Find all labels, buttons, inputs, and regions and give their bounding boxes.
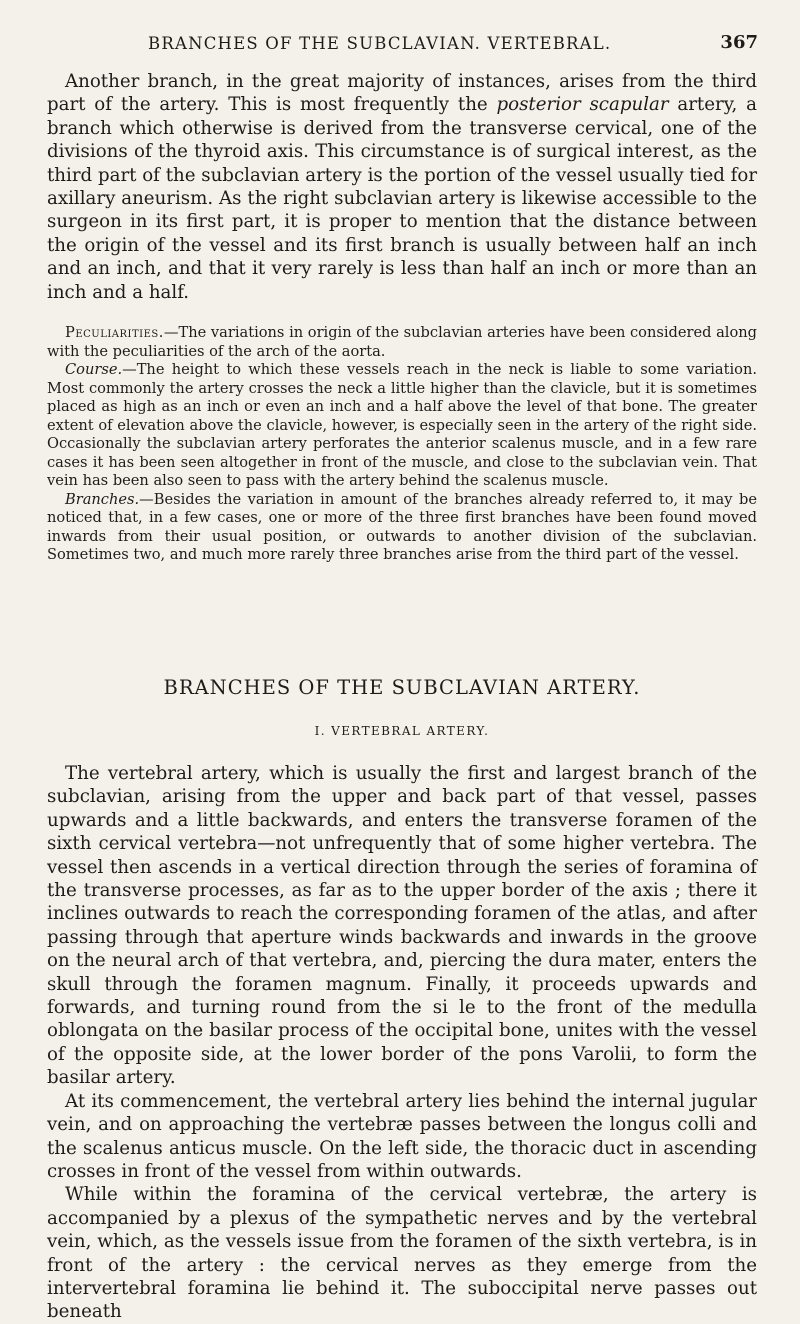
course-paragraph [47, 361, 757, 491]
intro-section [47, 70, 757, 304]
course-lead: Course. [65, 361, 123, 378]
running-head [48, 32, 758, 58]
peculiarities-section [47, 324, 757, 565]
vertebral-paragraph-1: The vertebral artery, which is usually the first and largest branch of the subclavian, arising from the upper and back part of that vessel, passes upwards and a little backwards, and enters the transverse foramen of the sixth cervical vertebra—not unfrequently that of some higher vertebra. The vessel then ascends in a vertical direction through the series of foramina of the transverse processes, as far as to the upper border of the axis ; there it inclines outwards to reach the corresponding foramen of the atlas, and after passing through that aperture winds backwards and inwards in the groove on the neural arch of that vertebra, and, piercing the dura mater, enters the skull through the foramen magnum. Finally, it proceeds upwards and forwards, and turning round from the si le to the front of the medulla oblongata on the basilar process of the occipital bone, unites with the vessel of the opposite side, at the lower border of the pons Varolii, to form the basilar artery. [47, 763, 757, 1089]
branches-lead: Branches. [65, 490, 140, 508]
running-title: BRANCHES OF THE SUBCLAVIAN. VERTEBRAL. [148, 34, 612, 53]
intro-text-2: artery, a branch which otherwise is derived from the transverse cervical, one of the divisions of the thyroid axis. This circumstance is of surgical interest, as the third part of the subclavian artery is the portion of the vessel usually tied for axillary aneurism. As the right subclavian artery is likewise accessible to the surgeon in its first part, it is proper to mention that the distance between the origin of the vessel and its first branch is usually between half an inch and an inch, and that it very rarely is less than half an inch or more than an inch and a half. [47, 94, 758, 303]
branches-text: —Besides the variation in amount of the branches already referred to, it may be noticed that, in a few cases, one or more of the three first branches have been found moved inwards from their usual position, or outwards to another division of the subclavian. Sometimes two, and much more rarely three branches arise from the third part of the vessel. [47, 490, 757, 563]
page-number: 367 [720, 32, 758, 53]
section-heading: BRANCHES OF THE SUBCLAVIAN ARTERY. [163, 676, 641, 699]
sub-heading [47, 724, 757, 738]
vertebral-section [47, 762, 757, 1324]
peculiarities-paragraph [47, 324, 757, 361]
sub-heading-number: I. [314, 724, 326, 738]
vertebral-paragraph-3: While within the foramina of the cervical vertebræ, the artery is accompanied by a plexus of the sympathetic nerves and by the vertebral vein, which, as the vessels issue from the foramen of the sixth vertebra, is in front of the artery : the cervical nerves as they emerge from the intervertebral foramina lie behind it. The suboccipital nerve passes out beneath [47, 1184, 757, 1323]
intro-text-1: Another branch, in the great majority of instances, arises from the third part of the artery. This is most frequently the [47, 71, 757, 116]
peculiarities-text: —The variations in origin of the subclavian arteries have been considered along with the peculiarities of the arch of the aorta. [47, 324, 757, 360]
course-text: —The height to which these vessels reach in the neck is liable to some variation. Most commonly the artery crosses the neck a little higher than the clavicle, but it is sometimes placed as high as an inch or even an inch and a half above the level of that bone. The greater extent of elevation above the clavicle, however, is especially seen in the artery of the right side. Occasionally the subclavian artery perforates the anterior scalenus muscle, and in a few rare cases it has been seen altogether in front of the muscle, and close to the subclavian vein. That vein has been also seen to pass with the artery behind the scalenus muscle. [47, 361, 757, 489]
sub-heading-title: VERTEBRAL ARTERY. [331, 724, 490, 738]
posterior-scapular-term: posterior scapular [496, 94, 669, 116]
branches-paragraph [47, 491, 757, 565]
intro-paragraph [47, 70, 757, 304]
peculiarities-lead: Peculiarities. [65, 324, 164, 341]
vertebral-paragraph-2: At its commencement, the vertebral artery lies behind the internal jugular vein, and on approaching the vertebræ passes between the longus colli and the scalenus anticus muscle. On the left side, the thoracic duct in ascending crosses in front of the vessel from within outwards. [47, 1090, 757, 1182]
